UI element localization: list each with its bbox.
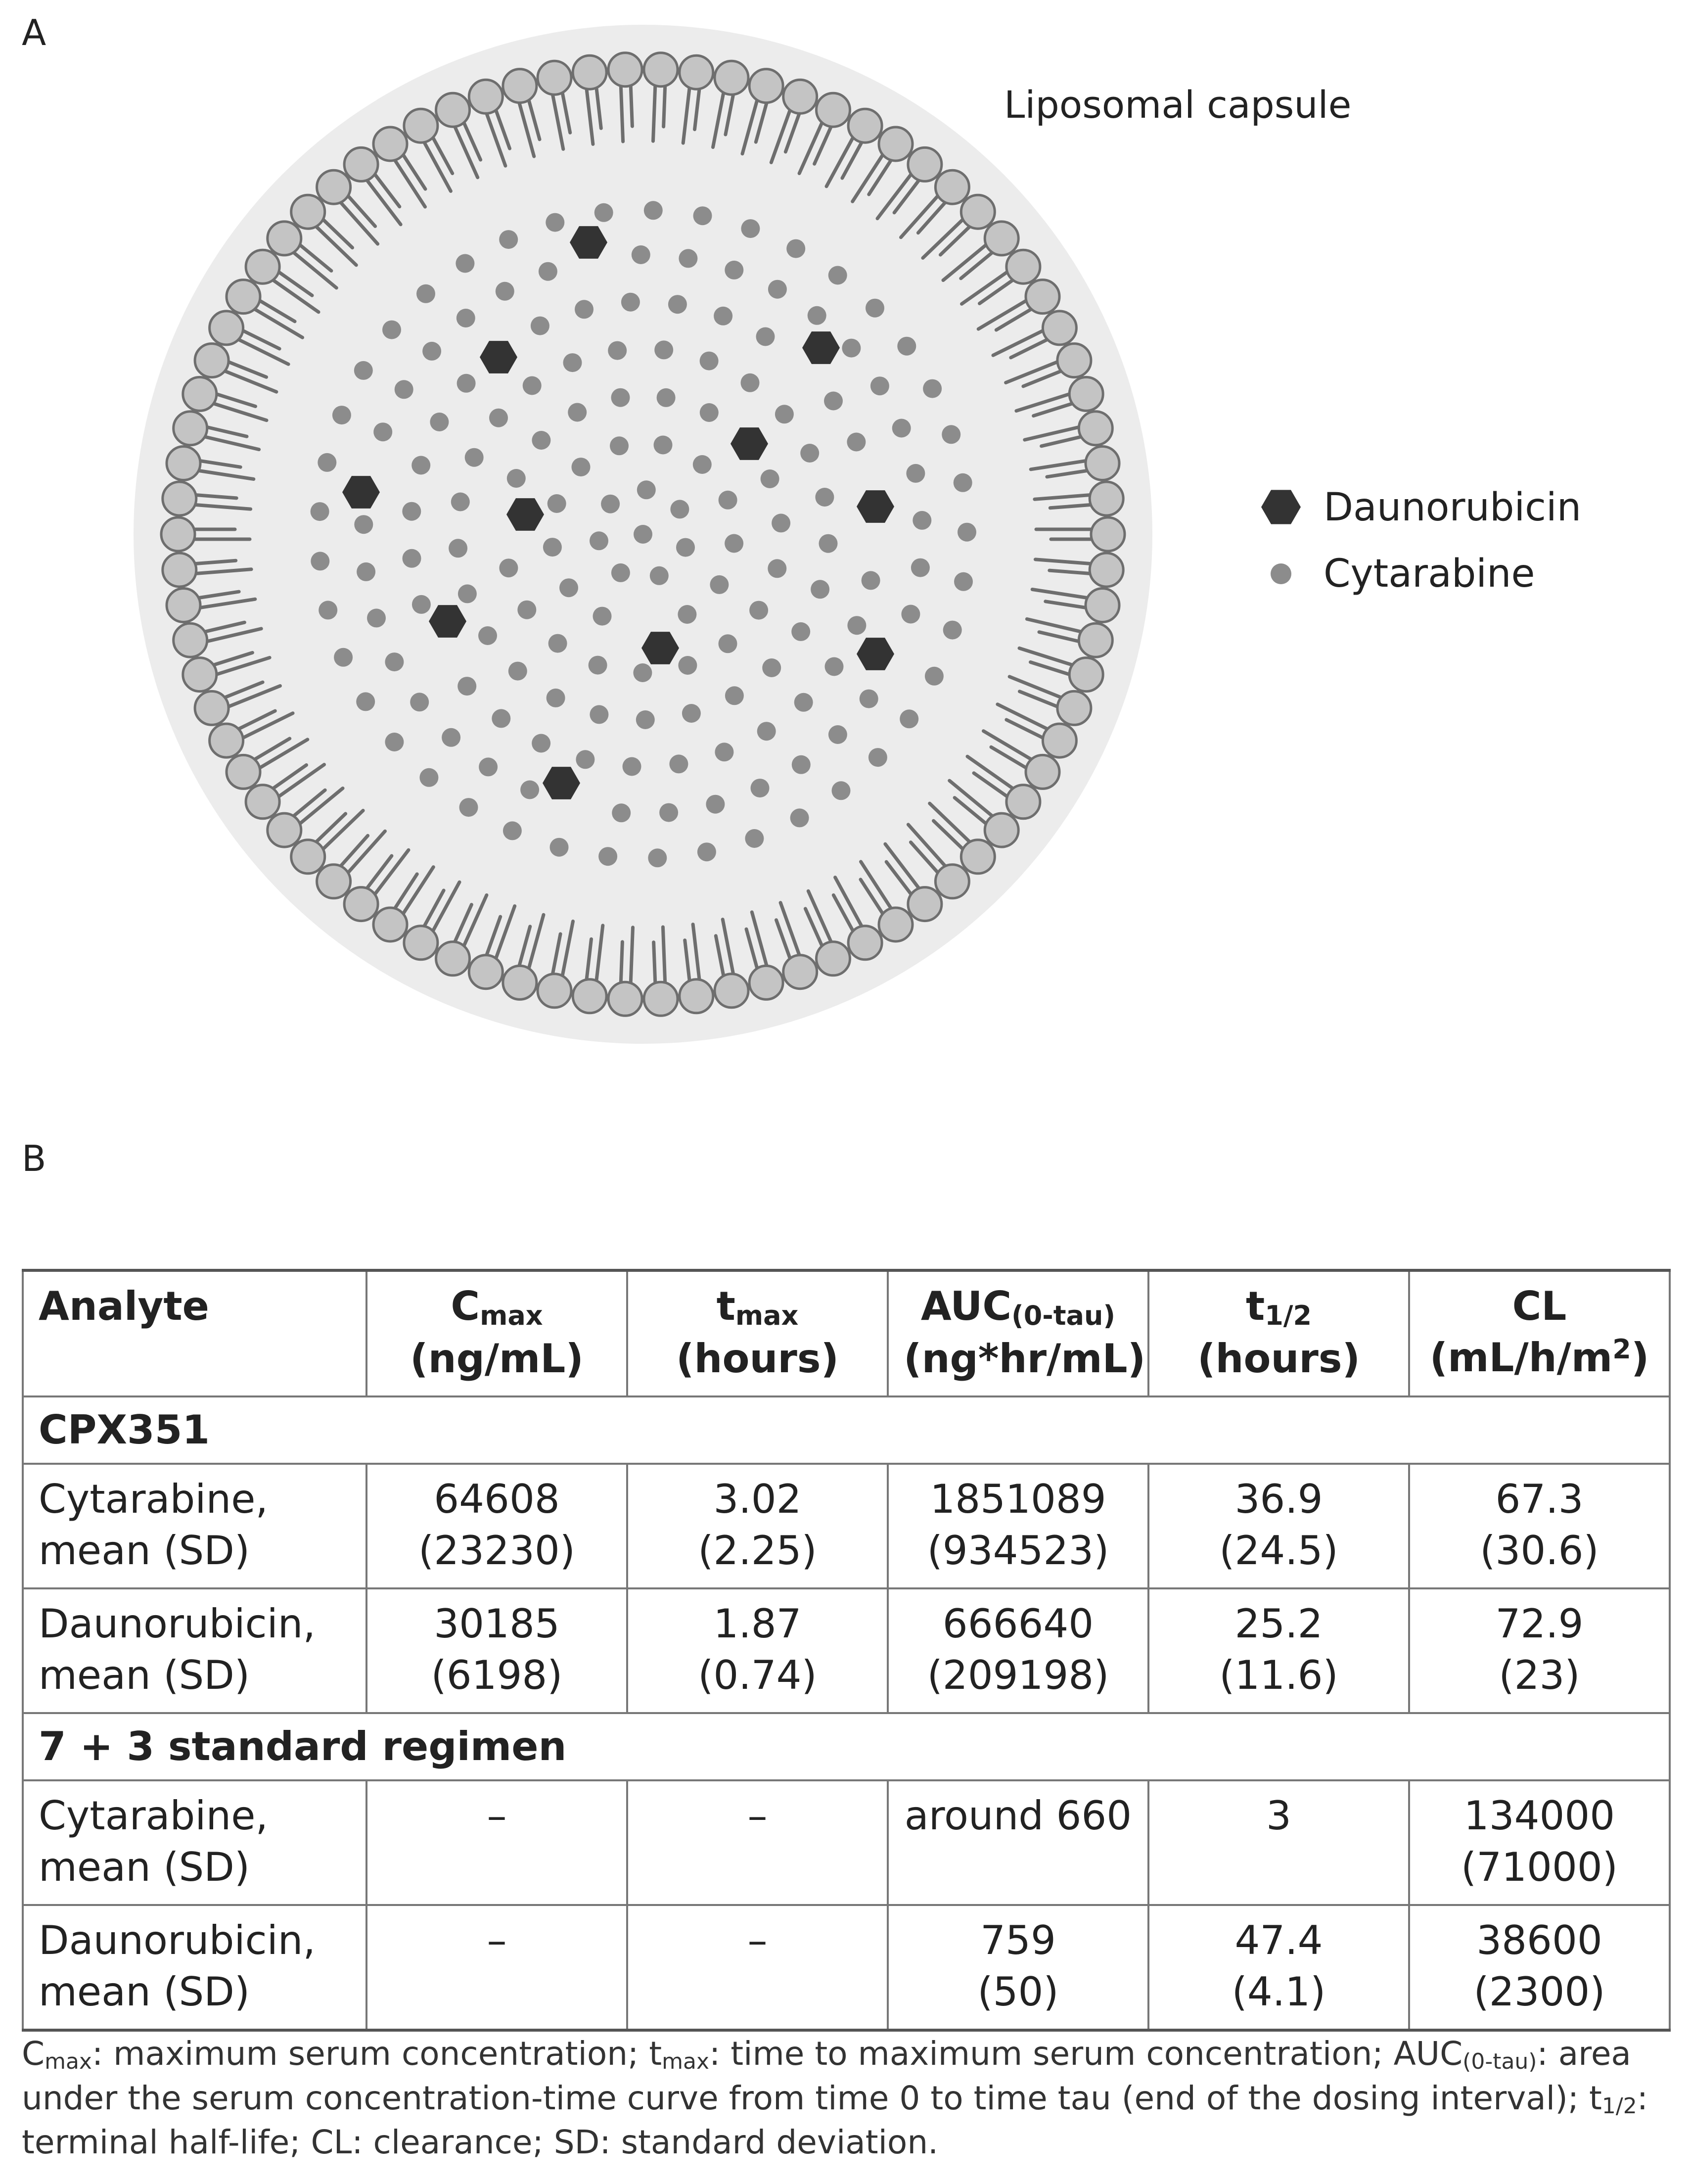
cytarabine-molecule (637, 480, 656, 499)
cytarabine-molecule (866, 299, 884, 318)
cytarabine-molecule (356, 692, 375, 711)
cytarabine-molecule (757, 722, 776, 741)
cytarabine-molecule (385, 733, 404, 751)
cytarabine-molecule (576, 750, 594, 769)
cytarabine-molecule (654, 340, 673, 359)
header-thalf: t1/2 (hours) (1148, 1270, 1409, 1396)
table-cell: 1.87 (0.74) (627, 1588, 888, 1713)
cytarabine-molecule (594, 203, 613, 222)
cytarabine-molecule (719, 634, 737, 653)
cytarabine-molecule (590, 531, 608, 550)
cytarabine-molecule (334, 648, 353, 667)
cytarabine-molecule (751, 779, 770, 797)
cytarabine-molecule (676, 538, 695, 557)
table-cell: 64608 (23230) (366, 1464, 627, 1588)
cytarabine-molecule (332, 406, 351, 424)
cytarabine-molecule (670, 500, 689, 518)
cytarabine-molecule (644, 201, 663, 220)
cytarabine-molecule (430, 413, 449, 431)
cytarabine-molecule (589, 656, 607, 675)
section-title: 7 + 3 standard regimen (23, 1713, 1670, 1780)
table-section-row (23, 1396, 1670, 1464)
cytarabine-molecule (923, 379, 942, 398)
row-label: Daunorubicin, mean (SD) (23, 1588, 366, 1713)
cytarabine-molecule (601, 495, 620, 513)
cytarabine-molecule (354, 515, 373, 534)
table-cell: 72.9 (23) (1409, 1588, 1670, 1713)
cytarabine-molecule (608, 341, 627, 360)
cytarabine-molecule (499, 230, 518, 249)
table-body (23, 1396, 1670, 2030)
cytarabine-molecule (819, 534, 838, 553)
cytarabine-molecule (395, 380, 413, 399)
cytarabine-molecule (756, 327, 775, 346)
table-cell: 38600 (2300) (1409, 1905, 1670, 2030)
cytarabine-molecule (654, 436, 673, 455)
cytarabine-molecule (911, 558, 930, 577)
cytarabine-molecule (828, 266, 847, 285)
cytarabine-molecule (715, 743, 733, 761)
table-row (23, 1780, 1670, 1905)
cytarabine-molecule (925, 667, 944, 686)
cytarabine-molecule (517, 601, 536, 619)
capsule-label: Liposomal capsule (1004, 83, 1352, 127)
cytarabine-molecule (610, 436, 629, 455)
cytarabine-molecule (410, 693, 429, 711)
cytarabine-molecule (954, 473, 972, 492)
cytarabine-molecule (697, 842, 716, 861)
table-row (23, 1464, 1670, 1588)
cytarabine-molecule (499, 558, 518, 577)
cytarabine-molecule (832, 781, 851, 800)
cytarabine-molecule (611, 563, 630, 582)
cytarabine-molecule (623, 757, 641, 776)
cytarabine-molecule (741, 373, 760, 392)
header-auc: AUC(0-tau) (ng*hr/mL) (888, 1270, 1148, 1396)
daunorubicin-hexagon-icon (1261, 490, 1301, 524)
cytarabine-molecule (451, 493, 470, 511)
cytarabine-molecule (357, 562, 375, 581)
cytarabine-molecule (693, 455, 712, 474)
cytarabine-molecule (700, 352, 719, 371)
cytarabine-molecule (954, 572, 973, 591)
cytarabine-molecule (612, 803, 631, 822)
table-cell: 36.9 (24.5) (1148, 1464, 1409, 1588)
cytarabine-molecule (678, 605, 696, 624)
header-analyte: Analyte (23, 1270, 366, 1396)
cytarabine-molecule (456, 254, 474, 273)
cytarabine-molecule (847, 616, 866, 635)
table-row (23, 1905, 1670, 2030)
table-cell: 67.3 (30.6) (1409, 1464, 1670, 1588)
cytarabine-molecule (559, 578, 578, 597)
cytarabine-molecule (892, 419, 911, 438)
cytarabine-molecule (682, 704, 701, 723)
cytarabine-molecule (412, 595, 431, 614)
cytarabine-molecule (416, 284, 435, 303)
cytarabine-molecule (897, 337, 916, 356)
cytarabine-molecule (860, 690, 878, 708)
panel-letter-b: B (22, 1138, 46, 1179)
cytarabine-molecule (572, 458, 591, 476)
cytarabine-molecule (373, 422, 392, 441)
cytarabine-molecule (547, 689, 565, 707)
cytarabine-molecule (523, 376, 542, 395)
cytarabine-molecule (772, 513, 790, 532)
table-cell: – (366, 1905, 627, 2030)
cytarabine-molecule (563, 353, 582, 372)
cytarabine-molecule (319, 601, 337, 619)
cytarabine-molecule (593, 607, 612, 626)
cytarabine-molecule (815, 488, 834, 507)
cytarabine-molecule (791, 622, 810, 641)
cytarabine-molecule (668, 295, 687, 314)
table-cell: 3.02 (2.25) (627, 1464, 888, 1588)
cytarabine-molecule (318, 453, 336, 472)
cytarabine-molecule (457, 374, 476, 393)
cytarabine-molecule (761, 469, 779, 488)
cytarabine-molecule (531, 317, 549, 335)
table-cell: 3 (1148, 1780, 1409, 1905)
cytarabine-molecule (550, 838, 569, 857)
cytarabine-molecule (520, 781, 539, 799)
cytarabine-molecule (657, 388, 676, 407)
table-cell: 30185 (6198) (366, 1588, 627, 1713)
cytarabine-molecule (749, 601, 768, 620)
cytarabine-molecule (458, 584, 477, 603)
cytarabine-molecule (943, 621, 962, 640)
cytarabine-molecule (693, 206, 712, 225)
cytarabine-molecule (449, 539, 467, 558)
cytarabine-molecule (633, 663, 652, 682)
table-cell: 759 (50) (888, 1905, 1148, 2030)
section-title: CPX351 (23, 1396, 1670, 1464)
cytarabine-molecule (367, 608, 386, 627)
table-row (23, 1588, 1670, 1713)
table-cell: 666640 (209198) (888, 1588, 1148, 1713)
cytarabine-molecule (958, 523, 976, 542)
cytarabine-molecule (632, 245, 650, 264)
cytarabine-molecule (862, 571, 880, 590)
row-label: Daunorubicin, mean (SD) (23, 1905, 366, 2030)
cytarabine-molecule (725, 261, 743, 279)
cytarabine-dot-icon (1271, 563, 1291, 584)
table-cell: – (627, 1905, 888, 2030)
cytarabine-molecule (719, 491, 737, 510)
cytarabine-molecule (650, 566, 669, 585)
cytarabine-molecule (790, 808, 809, 827)
cytarabine-molecule (901, 605, 920, 624)
row-label: Cytarabine, mean (SD) (23, 1780, 366, 1905)
cytarabine-molecule (568, 403, 587, 422)
cytarabine-molecule (811, 580, 829, 599)
header-tmax: tmax (hours) (627, 1270, 888, 1396)
cytarabine-molecule (745, 829, 764, 848)
table-cell: 134000 (71000) (1409, 1780, 1670, 1905)
cytarabine-molecule (842, 339, 861, 358)
cytarabine-molecule (786, 239, 805, 258)
cytarabine-molecule (457, 309, 475, 327)
cytarabine-molecule (611, 388, 630, 407)
table-cell: 1851089 (934523) (888, 1464, 1148, 1588)
cytarabine-molecule (634, 525, 652, 544)
cytarabine-molecule (492, 709, 510, 728)
row-label: Cytarabine, mean (SD) (23, 1464, 366, 1588)
cytarabine-molecule (457, 677, 476, 696)
cytarabine-molecule (532, 431, 550, 450)
cytarabine-molecule (575, 300, 594, 319)
cytarabine-molecule (768, 280, 787, 299)
cytarabine-molecule (808, 306, 826, 325)
table-cell: 47.4 (4.1) (1148, 1905, 1409, 2030)
cytarabine-molecule (648, 848, 667, 867)
cytarabine-molecule (311, 552, 329, 570)
cytarabine-molecule (942, 425, 960, 444)
cytarabine-molecule (385, 652, 404, 671)
cytarabine-molecule (636, 710, 655, 729)
cytarabine-molecule (900, 709, 918, 728)
cytarabine-molecule (354, 361, 373, 380)
table-cell: 25.2 (11.6) (1148, 1588, 1409, 1713)
cytarabine-molecule (800, 444, 819, 463)
cytarabine-molecule (714, 307, 732, 325)
cytarabine-molecule (906, 464, 925, 483)
cytarabine-molecule (870, 376, 889, 395)
cytarabine-molecule (868, 748, 887, 767)
cytarabine-molecule (479, 757, 498, 776)
cytarabine-molecule (792, 755, 811, 774)
header-cl: CL $(mL/h/m^2)$ (1409, 1270, 1670, 1396)
table-cell: – (366, 1780, 627, 1905)
cytarabine-molecule (548, 634, 567, 653)
cytarabine-molecule (548, 494, 566, 513)
cytarabine-molecule (478, 626, 497, 645)
cytarabine-molecule (768, 559, 786, 578)
cytarabine-molecule (590, 705, 608, 724)
cytarabine-molecule (465, 448, 484, 467)
header-cmax: Cmax (ng/mL) (366, 1270, 627, 1396)
cytarabine-molecule (913, 511, 931, 530)
table-header-row (23, 1270, 1670, 1396)
cytarabine-molecule (489, 409, 508, 427)
cytarabine-molecule (507, 469, 526, 488)
cytarabine-molecule (794, 693, 813, 712)
cytarabine-molecule (824, 392, 843, 411)
legend (1261, 485, 1581, 596)
cytarabine-molecule (503, 821, 522, 840)
table-cell: around 660 (888, 1780, 1148, 1905)
cytarabine-molecule (825, 657, 844, 676)
cytarabine-molecule (442, 728, 460, 747)
cytarabine-molecule (403, 549, 421, 568)
panel-letter-a: A (22, 12, 46, 53)
cytarabine-molecule (679, 249, 697, 268)
cytarabine-molecule (419, 768, 438, 787)
cytarabine-molecule (496, 282, 514, 301)
cytarabine-molecule (411, 456, 430, 475)
cytarabine-molecule (382, 321, 401, 339)
cytarabine-molecule (598, 847, 617, 866)
cytarabine-molecule (741, 219, 760, 238)
cytarabine-molecule (828, 725, 847, 744)
cytarabine-molecule (775, 405, 794, 423)
cytarabine-molecule (725, 686, 744, 705)
cytarabine-molecule (546, 213, 564, 232)
cytarabine-molecule (621, 293, 640, 312)
cytarabine-molecule (725, 534, 743, 553)
cytarabine-molecule (508, 662, 527, 681)
cytarabine-molecule (532, 734, 550, 753)
cytarabine-molecule (422, 342, 441, 361)
cytarabine-molecule (762, 658, 781, 677)
pharmacokinetics-table (22, 1269, 1671, 2032)
cytarabine-molecule (402, 502, 421, 521)
legend-label-daunorubicin: Daunorubicin (1324, 485, 1582, 530)
cytarabine-molecule (311, 502, 329, 521)
liposome-diagram (0, 0, 1690, 1088)
cytarabine-molecule (678, 656, 697, 675)
cytarabine-molecule (539, 262, 557, 281)
cytarabine-molecule (706, 795, 725, 814)
cytarabine-molecule (847, 433, 866, 452)
cytarabine-molecule (659, 803, 678, 822)
cytarabine-molecule (543, 538, 562, 557)
cytarabine-molecule (700, 403, 719, 422)
cytarabine-molecule (669, 754, 688, 773)
legend-label-cytarabine: Cytarabine (1324, 552, 1535, 596)
table-footnote: Cmax: maximum serum concentration; tmax: time to maximum serum concentration; AUC(0-tau): area under the serum concentration-time curve from time 0 to time tau (end of the dosing interval); t1/2: terminal half-life; CL: clearance; SD: standard deviation. (22, 2035, 1648, 2162)
cytarabine-molecule (459, 798, 478, 817)
table-cell: – (627, 1780, 888, 1905)
cytarabine-molecule (710, 575, 729, 594)
table-section-row (23, 1713, 1670, 1780)
